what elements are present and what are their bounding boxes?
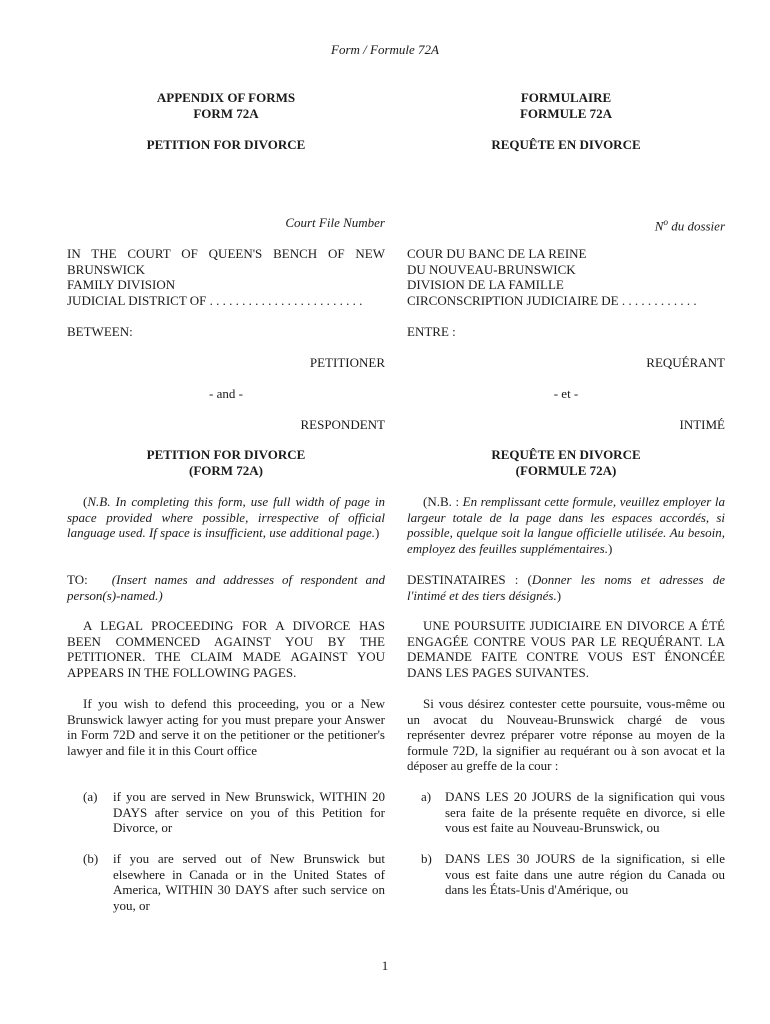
file-no-suffix: du dossier bbox=[667, 218, 725, 234]
legal-notice: A LEGAL PROCEEDING FOR A DIVORCE HAS BEEN COMMENCED AGAINST YOU BY THE PETITIONER. THE CLAIM MADE AGAINST YOU APPEARS IN THE FOLLOWING PAGES. bbox=[67, 618, 385, 680]
form-header-title: Form / Formule 72A bbox=[331, 42, 439, 57]
court-line: COUR DU BANC DE LA REINE bbox=[407, 246, 587, 261]
petition-title: PETITION FOR DIVORCE bbox=[146, 137, 306, 152]
requete-title: REQUÊTE EN DIVORCE bbox=[491, 137, 641, 152]
et-label: - et - bbox=[553, 386, 579, 401]
section-title-fr bbox=[407, 447, 725, 478]
to-instruction: (Insert names and addresses of respondent and person(s)-named.) bbox=[67, 572, 386, 603]
intime-label: INTIMÉ bbox=[679, 417, 725, 432]
file-no-prefix: N bbox=[654, 218, 664, 234]
court-line: DIVISION DE LA FAMILLE bbox=[407, 277, 564, 292]
form-number-line: FORM 72A bbox=[193, 105, 259, 121]
court-line: FAMILY DIVISION bbox=[67, 277, 176, 292]
item-a-text: if you are served in New Brunswick, WITHIN 20 DAYS after service on you of this Petition for Divorce, or bbox=[113, 789, 385, 835]
court-line: BRUNSWICK bbox=[67, 261, 146, 277]
appendix-line: APPENDIX OF FORMS bbox=[156, 90, 296, 105]
item-b-label: (b) bbox=[83, 851, 99, 866]
to-field bbox=[67, 572, 385, 603]
nb-label-fr: (N.B. : bbox=[423, 494, 463, 509]
destinataires-field bbox=[407, 572, 725, 603]
court-line: IN THE COURT OF QUEEN'S BENCH OF NEW bbox=[67, 246, 385, 261]
nb-instruction bbox=[67, 494, 385, 541]
defend-instructions: If you wish to defend this proceeding, you or a New Brunswick lawyer acting for you must prepare your Answer in Form 72D and serve it on the petitioner or the petitioner's lawyer and file it in this Court office bbox=[67, 696, 385, 758]
item-b-label-fr: b) bbox=[421, 851, 432, 866]
formulaire-heading bbox=[407, 90, 725, 121]
petitioner-label: PETITIONER bbox=[309, 355, 385, 370]
item-a-label: (a) bbox=[83, 789, 98, 804]
to-open-paren-fr: ( bbox=[527, 572, 532, 587]
judicial-district-line: JUDICIAL DISTRICT OF . . . . . . . . . . . . . . . . . . . . . . . . bbox=[67, 292, 363, 308]
destinataires-label: DESTINATAIRES : bbox=[407, 572, 528, 587]
list-item-a-fr bbox=[407, 789, 725, 836]
judicial-district-line: CIRCONSCRIPTION JUDICIAIRE DE . . . . . . . . . . . . bbox=[407, 292, 697, 308]
list-item-b bbox=[67, 851, 385, 913]
file-no-sup: o bbox=[663, 217, 668, 227]
between-label: BETWEEN: bbox=[67, 324, 133, 339]
destinataires-instruction: Donner les noms et adresses de l'intimé et des tiers désignés. bbox=[407, 572, 725, 603]
court-name-block bbox=[67, 246, 385, 308]
section-title-line: REQUÊTE EN DIVORCE bbox=[491, 447, 641, 462]
list-item-a bbox=[67, 789, 385, 836]
nb-instruction-fr bbox=[407, 494, 725, 556]
nb-text-fr: En remplissant cette formule, veuillez employer la largeur totale de la page dans les espaces accordés, si possible, quelque soit la langue officielle utilisée. Au besoin, employez des feuilles supplémentaires. bbox=[407, 494, 726, 556]
section-title-line: PETITION FOR DIVORCE bbox=[146, 447, 306, 462]
nb-close-paren: ) bbox=[375, 525, 380, 540]
court-line: DU NOUVEAU-BRUNSWICK bbox=[407, 261, 576, 277]
section-title-form: (FORMULE 72A) bbox=[515, 462, 617, 478]
item-a-text-fr: DANS LES 20 JOURS de la signification qui vous sera faite de la présente requête en divorce, si elle vous est faite au Nouveau-Brunswick, ou bbox=[445, 789, 725, 835]
entre-label: ENTRE : bbox=[407, 324, 456, 339]
item-b-text: if you are served out of New Brunswick but elsewhere in Canada or in the United States of America, WITHIN 30 DAYS after such service on you, or bbox=[113, 851, 385, 913]
formule-number-line: FORMULE 72A bbox=[519, 105, 613, 121]
nb-close-paren-fr: ) bbox=[607, 540, 613, 556]
court-name-block-fr bbox=[407, 246, 725, 308]
item-b-text-fr: DANS LES 30 JOURS de la signification, si elle vous est faite dans une autre région du Canada ou dans les États-Unis d'Amérique, ou bbox=[445, 851, 725, 897]
item-a-label-fr: a) bbox=[421, 789, 432, 804]
file-number-label-fr bbox=[407, 215, 725, 234]
and-label: - and - bbox=[209, 386, 243, 401]
appendix-heading bbox=[67, 90, 385, 121]
nb-text: N.B. In completing this form, use full width of page in space provided where possible, irrespective of official language used. If space is insufficient, use additional page. bbox=[67, 494, 385, 540]
section-title-form: (FORM 72A) bbox=[188, 462, 263, 478]
nb-open-paren: ( bbox=[83, 494, 88, 509]
requerant-label: REQUÉRANT bbox=[646, 355, 725, 370]
formulaire-line: FORMULAIRE bbox=[520, 90, 612, 105]
respondent-label: RESPONDENT bbox=[300, 417, 385, 432]
section-title bbox=[67, 447, 385, 478]
to-label: TO: bbox=[67, 572, 88, 587]
defend-instructions-fr: Si vous désirez contester cette poursuite, vous-même ou un avocat du Nouveau-Brunswick chargé de vous représenter devrez préparer votre réponse au moyen de la formule 72D, la signifier au requérant ou à son avocat et la déposer au greffe de la cour : bbox=[407, 696, 725, 773]
page-number: 1 bbox=[381, 958, 389, 973]
list-item-b-fr bbox=[407, 851, 725, 898]
legal-notice-fr: UNE POURSUITE JUDICIAIRE EN DIVORCE A ÉTÉ ENGAGÉE CONTRE VOUS PAR LE REQUÉRANT. LA DEMANDE FAITE CONTRE VOUS EST ÉNONCÉE DANS LES PAGES SUIVANTES. bbox=[407, 618, 725, 680]
court-file-number-label: Court File Number bbox=[285, 215, 385, 230]
to-close-paren-fr: ) bbox=[556, 587, 562, 603]
